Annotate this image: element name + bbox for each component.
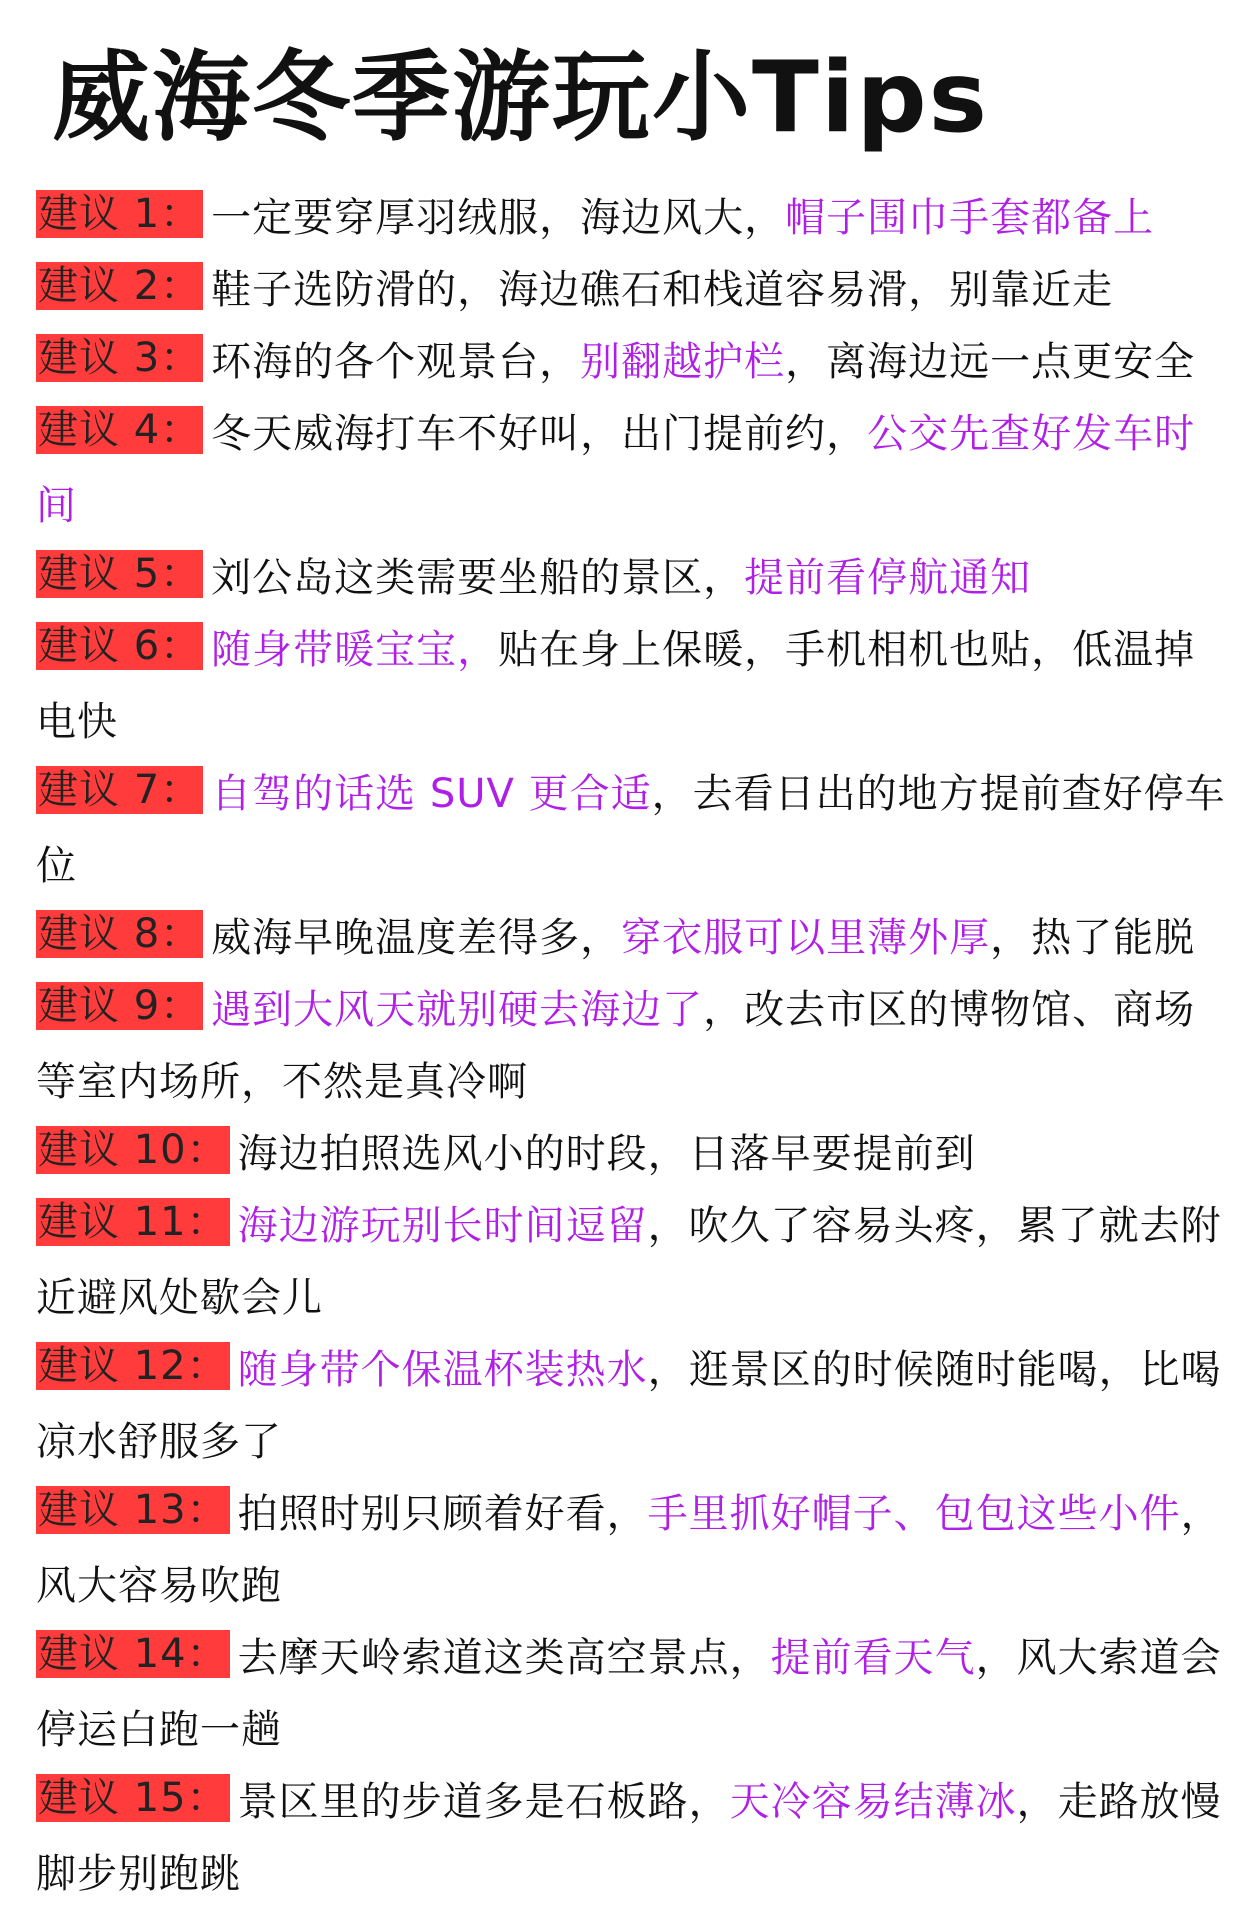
tip-label-badge: 建议 7： bbox=[38, 767, 202, 813]
tip-item bbox=[36, 398, 1236, 542]
tip-item bbox=[36, 254, 1236, 326]
tip-text: 威海早晚温度差得多， bbox=[211, 915, 622, 961]
tip-label-badge: 建议 8： bbox=[38, 911, 202, 957]
tip-text: 鞋子选防滑的，海边礁石和栈道容易滑，别靠近走 bbox=[211, 267, 1114, 313]
tip-label-badge: 建议 9： bbox=[38, 983, 202, 1029]
tip-text: 冬天威海打车不好叫，出门提前约， bbox=[211, 411, 868, 457]
tip-highlight-text: 帽子围巾手套都备上 bbox=[785, 195, 1155, 241]
tip-text: 刘公岛这类需要坐船的景区， bbox=[211, 555, 745, 601]
tip-item bbox=[36, 182, 1236, 254]
tip-highlight-text: 别翻越护栏 bbox=[580, 339, 786, 385]
tip-text: ，吹久了容易头疼，累了就去附近避风处歇会儿 bbox=[36, 1203, 1222, 1321]
tip-highlight-text: 手里抓好帽子、包包这些小件 bbox=[647, 1491, 1181, 1537]
tip-item bbox=[36, 1118, 1236, 1190]
tip-item bbox=[36, 902, 1236, 974]
tip-text: 拍照时别只顾着好看， bbox=[237, 1491, 648, 1537]
tip-highlight-text: 自驾的话选 SUV 更合适 bbox=[211, 771, 652, 817]
tip-label-badge: 建议 13： bbox=[38, 1487, 228, 1533]
tips-list bbox=[36, 182, 1236, 1910]
tip-highlight-text: 随身带个保温杯装热水 bbox=[237, 1347, 648, 1393]
tip-label-badge: 建议 1： bbox=[38, 191, 202, 237]
tip-text: 环海的各个观景台， bbox=[211, 339, 581, 385]
tip-text: 海边拍照选风小的时段，日落早要提前到 bbox=[237, 1131, 976, 1177]
tip-label-badge: 建议 14： bbox=[38, 1631, 228, 1677]
tip-label-badge: 建议 12： bbox=[38, 1343, 228, 1389]
tip-text: 景区里的步道多是石板路， bbox=[237, 1779, 730, 1825]
tip-text: ，走路放慢脚步别跑跳 bbox=[36, 1779, 1222, 1897]
tip-item bbox=[36, 974, 1236, 1118]
tip-text: ，逛景区的时候随时能喝，比喝凉水舒服多了 bbox=[36, 1347, 1222, 1465]
tip-label-badge: 建议 5： bbox=[38, 551, 202, 597]
tip-label-badge: 建议 6： bbox=[38, 623, 202, 669]
tip-label-badge: 建议 10： bbox=[38, 1127, 228, 1173]
tip-highlight-text: 穿衣服可以里薄外厚 bbox=[621, 915, 991, 961]
tip-highlight-text: 提前看天气 bbox=[770, 1635, 976, 1681]
tip-item bbox=[36, 326, 1236, 398]
tip-text: 贴在身上保暖，手机相机也贴，低温掉电快 bbox=[36, 627, 1196, 745]
tip-text: ，改去市区的博物馆、商场等室内场所，不然是真冷啊 bbox=[36, 987, 1196, 1105]
tip-highlight-text: 天冷容易结薄冰 bbox=[729, 1779, 1017, 1825]
tip-text: ，风大容易吹跑 bbox=[36, 1491, 1222, 1609]
tip-item bbox=[36, 1478, 1236, 1622]
tip-item bbox=[36, 614, 1236, 758]
tip-text: ，去看日出的地方提前查好停车位 bbox=[36, 771, 1226, 889]
tip-label-badge: 建议 2： bbox=[38, 263, 202, 309]
tip-highlight-text: 提前看停航通知 bbox=[744, 555, 1032, 601]
tip-highlight-text: 海边游玩别长时间逗留 bbox=[237, 1203, 648, 1249]
tip-text: 去摩天岭索道这类高空景点， bbox=[237, 1635, 771, 1681]
tip-item bbox=[36, 1622, 1236, 1766]
tip-item bbox=[36, 1190, 1236, 1334]
tip-highlight-text: 公交先查好发车时间 bbox=[36, 411, 1196, 529]
tip-item bbox=[36, 1766, 1236, 1910]
tip-text: ，离海边远一点更安全 bbox=[785, 339, 1196, 385]
tip-label-badge: 建议 3： bbox=[38, 335, 202, 381]
tip-item bbox=[36, 758, 1236, 902]
tip-highlight-text: 遇到大风天就别硬去海边了 bbox=[211, 987, 704, 1033]
page-title: 威海冬季游玩小Tips bbox=[52, 41, 989, 155]
tip-label-badge: 建议 15： bbox=[38, 1775, 228, 1821]
tip-text: ，热了能脱 bbox=[990, 915, 1196, 961]
tip-label-badge: 建议 4： bbox=[38, 407, 202, 453]
tip-text: ，风大索道会停运白跑一趟 bbox=[36, 1635, 1222, 1753]
tip-highlight-text: 随身带暖宝宝， bbox=[211, 627, 499, 673]
tip-label-badge: 建议 11： bbox=[38, 1199, 228, 1245]
tip-item bbox=[36, 542, 1236, 614]
tip-text: 一定要穿厚羽绒服，海边风大， bbox=[211, 195, 786, 241]
tip-item bbox=[36, 1334, 1236, 1478]
